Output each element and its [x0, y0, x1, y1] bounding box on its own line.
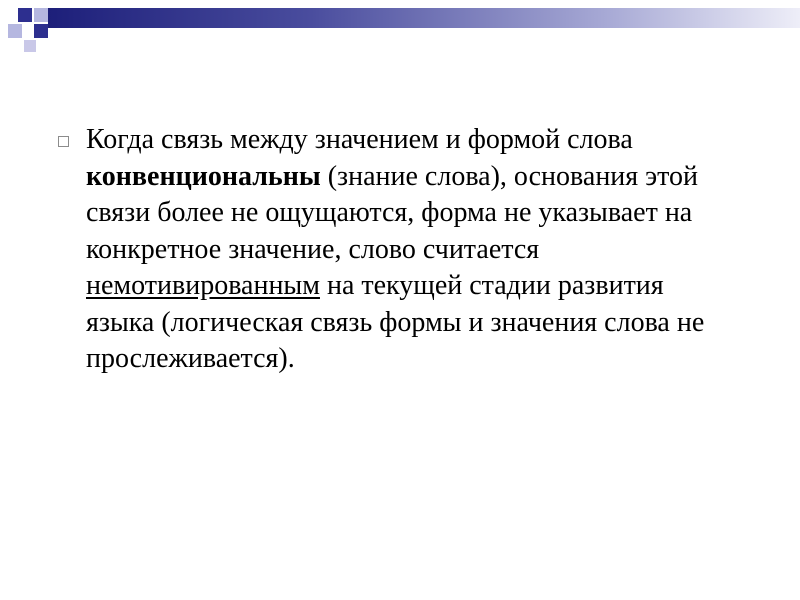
decor-square-navy — [18, 8, 32, 22]
square-bullet-icon — [58, 136, 69, 147]
decor-square-navy — [34, 24, 48, 38]
decor-square-lavender — [34, 8, 48, 22]
header-gradient-bar — [48, 8, 800, 28]
bullet-item — [58, 118, 738, 378]
bullet-text-part2: (знание слова), основания этой связи более не ощущаются, форма не указывает на конкретное значение, слово считается — [86, 160, 699, 265]
bullet-text-part3: на текущей стадии развития языка (логическая связь формы и значения слова не прослеживается). — [86, 270, 705, 374]
decor-square-lilac — [24, 40, 36, 52]
bullet-text-part1: Когда связь между значением и формой слова — [86, 124, 633, 155]
decor-square-lavender — [8, 24, 22, 38]
bold-term: конвенциональны — [86, 160, 321, 192]
bullet-text — [86, 118, 738, 378]
underlined-term: немотивированным — [86, 270, 320, 301]
